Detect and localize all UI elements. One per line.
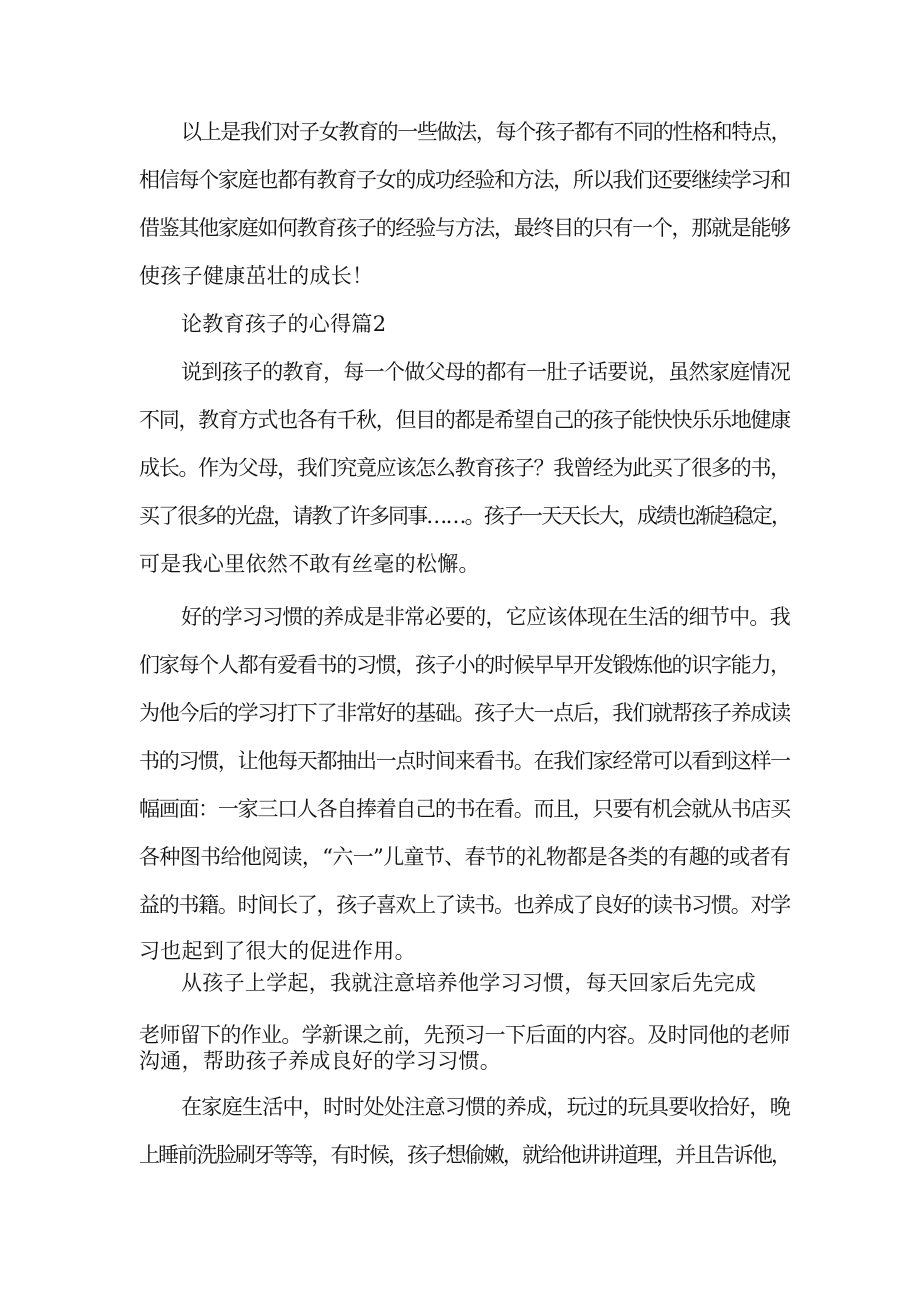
paragraph-2-line-4: 买了很多的光盘，请教了许多同事……。孩子一天天长大，成绩也渐趋稳定， (139, 504, 791, 528)
paragraph-2-line-1: 说到孩子的教育，每一个做父母的都有一肚子话要说，虽然家庭情况 (181, 360, 790, 384)
paragraph-1-line-3: 借鉴其他家庭如何教育孩子的经验与方法，最终目的只有一个，那就是能够 (139, 216, 790, 240)
paragraph-2-line-3: 成长。作为父母，我们究竟应该怎么教育孩子？我曾经为此买了很多的书， (139, 456, 790, 480)
paragraph-4-line-1: 从孩子上学起，我就注意培养他学习习惯，每天回家后先完成 (181, 971, 757, 995)
paragraph-1-line-1: 以上是我们对子女教育的一些做法，每个孩子都有不同的性格和特点， (181, 120, 791, 144)
paragraph-3-line-1: 好的学习习惯的养成是非常必要的，它应该体现在生活的细节中。我 (181, 605, 790, 629)
paragraph-3-line-6: 各种图书给他阅读，“六一”儿童节、春节的礼物都是各类的有趣的或者有 (139, 845, 791, 869)
paragraph-5-line-2: 上睡前洗脸刷牙等等，有时候，孩子想偷嫩，就给他讲讲道理，并且告诉他， (139, 1143, 791, 1167)
paragraph-2-line-2: 不同，教育方式也各有千秋，但目的都是希望自己的孩子能快快乐乐地健康 (139, 408, 790, 432)
paragraph-3-line-3: 为他今后的学习打下了非常好的基础。孩子大一点后，我们就帮孩子养成读 (139, 701, 790, 725)
paragraph-4-line-2: 老师留下的作业。学新课之前，先预习一下后面的内容。及时同他的老师 (139, 1023, 790, 1047)
paragraph-3-line-4: 书的习惯，让他每天都抽出一点时间来看书。在我们家经常可以看到这样一 (139, 749, 790, 773)
section-heading: 论教育孩子的心得篇2 (181, 312, 387, 336)
paragraph-1-line-4: 使孩子健康茁壮的成长！ (139, 264, 374, 288)
paragraph-1-line-2: 相信每个家庭也都有教育子女的成功经验和方法，所以我们还要继续学习和 (139, 168, 790, 192)
paragraph-3-line-7: 益的书籍。时间长了，孩子喜欢上了读书。也养成了良好的读书习惯。对学 (139, 893, 790, 917)
paragraph-3-line-8: 习也起到了很大的促进作用。 (139, 939, 416, 963)
paragraph-3-line-5: 幅画面：一家三口人各自捧着自己的书在看。而且，只要有机会就从书店买 (139, 797, 790, 821)
paragraph-4-line-3: 沟通，帮助孩子养成良好的学习习惯。 (139, 1049, 502, 1073)
paragraph-2-line-5: 可是我心里依然不敢有丝毫的松懈。 (139, 552, 480, 576)
paragraph-3-line-2: 们家每个人都有爱看书的习惯，孩子小的时候早早开发锻炼他的识字能力， (139, 653, 790, 677)
paragraph-5-line-1: 在家庭生活中，时时处处注意习惯的养成，玩过的玩具要收拾好，晚 (181, 1095, 790, 1119)
